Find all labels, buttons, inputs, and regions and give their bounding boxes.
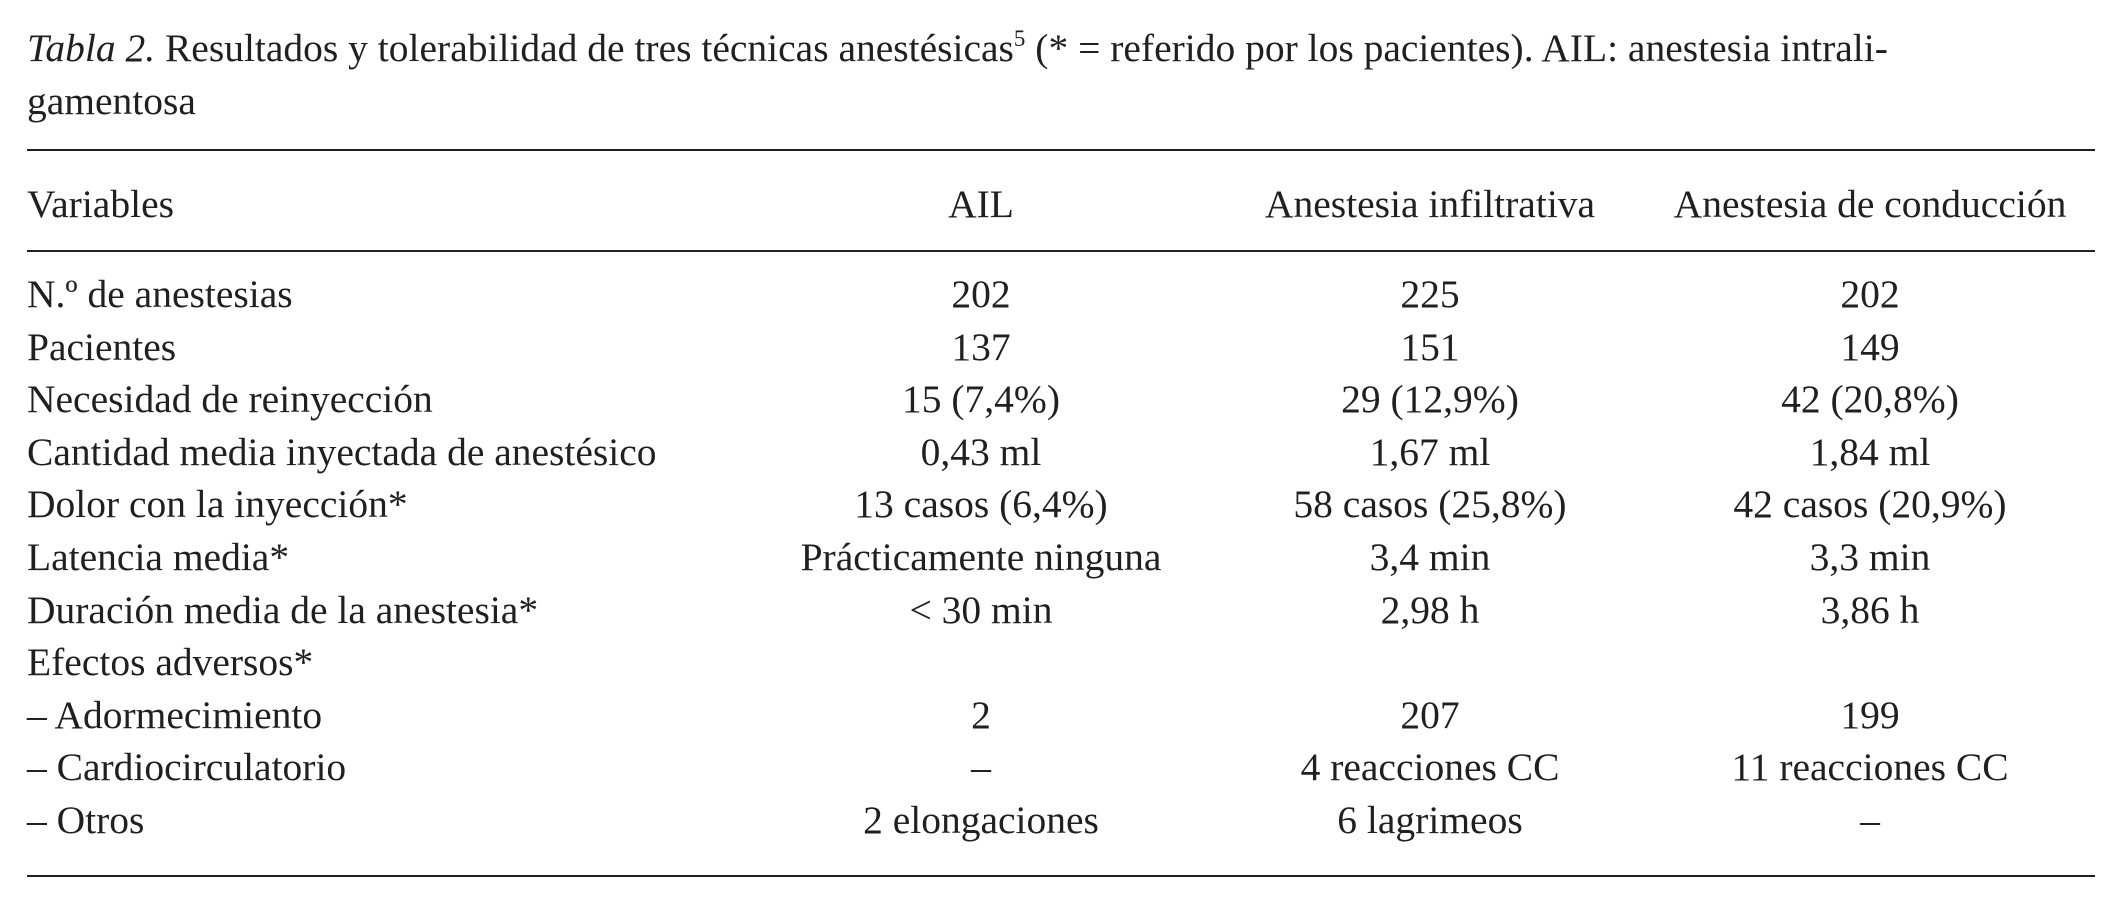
table-cell: 2,98 h [1380,587,1480,632]
caption-text-line2: gamentosa [27,79,196,123]
caption-text: Resultados y tolerabilidad de tres técnicas anestésicas [155,26,1014,70]
table-cell: Prácticamente ninguna [800,535,1162,579]
table-cell: 225 [1400,272,1460,316]
table-cell: 3,3 min [1809,535,1931,579]
table-cell: 202 [1840,272,1900,316]
table-top-rule [27,149,2095,151]
table-cell: 3,86 h [1820,587,1920,632]
table-cell: < 30 min [909,587,1053,632]
row-label: Cantidad media inyectada de anestésico [27,429,657,474]
table-cell: 149 [1840,324,1900,369]
row-label: – Adormecimiento [27,692,323,737]
table-cell: 2 elongaciones [863,798,1099,842]
table-cell: 1,67 ml [1369,429,1491,474]
row-label: – Otros [27,798,145,842]
table-cell: 3,4 min [1369,535,1491,579]
table-header-rule [27,250,2095,252]
table-cell: 15 (7,4%) [902,377,1060,422]
row-label: Latencia media* [27,535,290,579]
table-cell: 199 [1840,692,1900,737]
caption-text-continued: (* = referido por los pacientes). AIL: anestesia intrali- [1025,26,1888,70]
row-label: Duración media de la anestesia* [27,587,539,632]
table-cell: 0,43 ml [920,429,1042,474]
table-cell: 11 reacciones CC [1731,745,2009,790]
table-cell: 42 casos (20,9%) [1733,482,2007,527]
header-infiltrativa: Anestesia infiltrativa [1264,182,1596,226]
table-cell: 2 [971,692,991,737]
table-cell: 137 [951,324,1011,369]
row-label: Pacientes [27,324,177,369]
table-cell: – [971,745,991,790]
table-cell: 151 [1400,324,1460,369]
table-cell: 42 (20,8%) [1781,377,1959,422]
table-cell: 6 lagrimeos [1337,798,1523,842]
caption-label: Tabla 2. [27,26,156,70]
row-label: – Cardiocirculatorio [27,745,347,790]
table-cell: 1,84 ml [1809,429,1931,474]
table-cell: 58 casos (25,8%) [1293,482,1567,527]
row-label: Efectos adversos* [27,640,314,685]
table-cell: 202 [951,272,1011,316]
header-conduccion: Anestesia de conducción [1673,182,2067,226]
row-label: Dolor con la inyección* [27,482,408,527]
table-cell: – [1860,798,1880,842]
row-label: N.º de anestesias [27,272,293,316]
table-cell: 207 [1400,692,1460,737]
caption-reference: 5 [1013,26,1026,51]
header-ail: AIL [948,182,1014,226]
table-cell: 13 casos (6,4%) [854,482,1108,527]
header-variables: Variables [27,182,174,226]
table-cell: 4 reacciones CC [1300,745,1560,790]
row-label: Necesidad de reinyección [27,377,433,422]
table-caption [27,22,2087,128]
table-cell: 29 (12,9%) [1341,377,1519,422]
table-bottom-rule [27,875,2095,877]
